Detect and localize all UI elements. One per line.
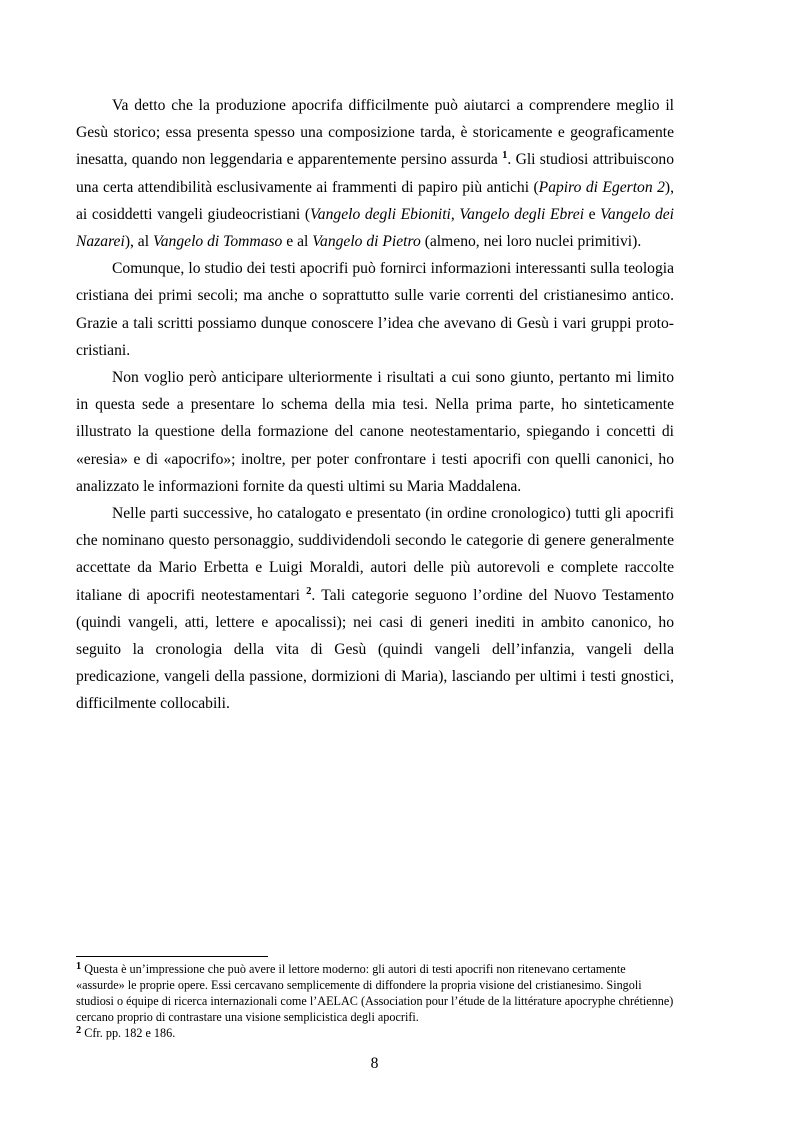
footnote-reference: 2	[306, 585, 312, 597]
text-run: Va detto che la produzione apocrifa difficilmente può aiutarci a comprendere meglio il Gesù storico; essa presenta spesso una composizione tarda, è storicamente e geograficamente inesatta, quando non leggendaria e apparentemente persino assurda	[76, 97, 674, 169]
paragraph	[76, 364, 674, 500]
text-run: Non voglio però anticipare ulteriormente i risultati a cui sono giunto, pertanto mi limito in questa sede a presentare lo schema della mia tesi. Nella prima parte, ho sinteticamente illustrato la questione della formazione del canone neotestamentario, spiegando i concetti di «eresia» e di «apocrifo»; inoltre, per poter confrontare i testi apocrifi con quelli canonici, ho analizzato le informazioni fornite da questi ultimi su Maria Maddalena.	[76, 369, 674, 495]
italic-title: Vangelo degli Ebrei	[459, 205, 585, 223]
paragraph	[76, 92, 674, 255]
text-run: . Gli studiosi attribuiscono una certa attendibilità esclusivamente ai frammenti di papiro più antichi (	[76, 151, 674, 196]
text-run: . Tali categorie seguono l’ordine del Nuovo Testamento (quindi vangeli, atti, lettere e apocalissi); nei casi di generi inediti in ambito canonico, ho seguito la cronologia della vita di Gesù (quindi vangeli dell’infanzia, vangeli della predicazione, vangeli della passione, dormizioni di Maria), lasciando per ultimi i testi gnostici, difficilmente collocabili.	[76, 586, 674, 713]
main-text	[76, 92, 674, 718]
text-run: ,	[450, 205, 460, 223]
italic-title: Vangelo dei Nazarei	[76, 205, 675, 251]
italic-title: Papiro di Egerton 2	[538, 178, 665, 196]
text-run: ), ai cosiddetti vangeli giudeocristiani (	[76, 178, 674, 223]
footnote-text: Questa è un’impressione che può avere il lettore moderno: gli autori di testi apocrifi non ritenevano certamente «assurde» le proprie opere. Essi cercavano semplicemente di diffondere la propria visione del cristianesimo. Singoli studiosi o équipe di ricerca internazionali come l’AELAC (Association pour l’étude de la littérature apocryphe chrétienne) cercano proprio di contrastare una visione semplicistica degli apocrifi.	[76, 962, 674, 1024]
text-run: ), al	[124, 233, 153, 251]
italic-title: Vangelo di Pietro	[312, 233, 421, 251]
text-run: (almeno, nei loro nuclei primitivi).	[420, 233, 642, 251]
footnotes	[76, 961, 676, 1041]
footnote-text: Cfr. pp. 182 e 186.	[84, 1026, 176, 1040]
italic-title: Vangelo di Tommaso	[152, 233, 283, 251]
text-run: Comunque, lo studio dei testi apocrifi può fornirci informazioni interessanti sulla teologia cristiana dei primi secoli; ma anche o soprattutto sulle varie correnti del cristianesimo antico. Grazie a tali scritti possiamo dunque conoscere l’idea che avevano di Gesù i vari gruppi proto-cristiani.	[76, 260, 674, 359]
footnote-mark: 1	[76, 960, 82, 972]
text-run: Nelle parti successive, ho catalogato e presentato (in ordine cronologico) tutti gli apocrifi che nominano questo personaggio, suddividendoli secondo le categorie di genere generalmente accettate da Mario Erbetta e Luigi Moraldi, autori delle più autorevoli e complete raccolte italiane di apocrifi neotestamentari	[76, 505, 674, 604]
text-run: e al	[282, 233, 313, 251]
paragraph	[76, 500, 674, 718]
footnote-reference: 1	[502, 150, 508, 162]
footnote-separator	[76, 956, 268, 957]
footnote-mark: 2	[76, 1024, 82, 1036]
footnote	[76, 961, 676, 1025]
footnote	[76, 1025, 676, 1041]
page-number: 8	[370, 1055, 379, 1072]
text-run: e	[584, 205, 601, 223]
paragraph	[76, 255, 674, 364]
italic-title: Vangelo degli Ebioniti	[310, 205, 451, 223]
